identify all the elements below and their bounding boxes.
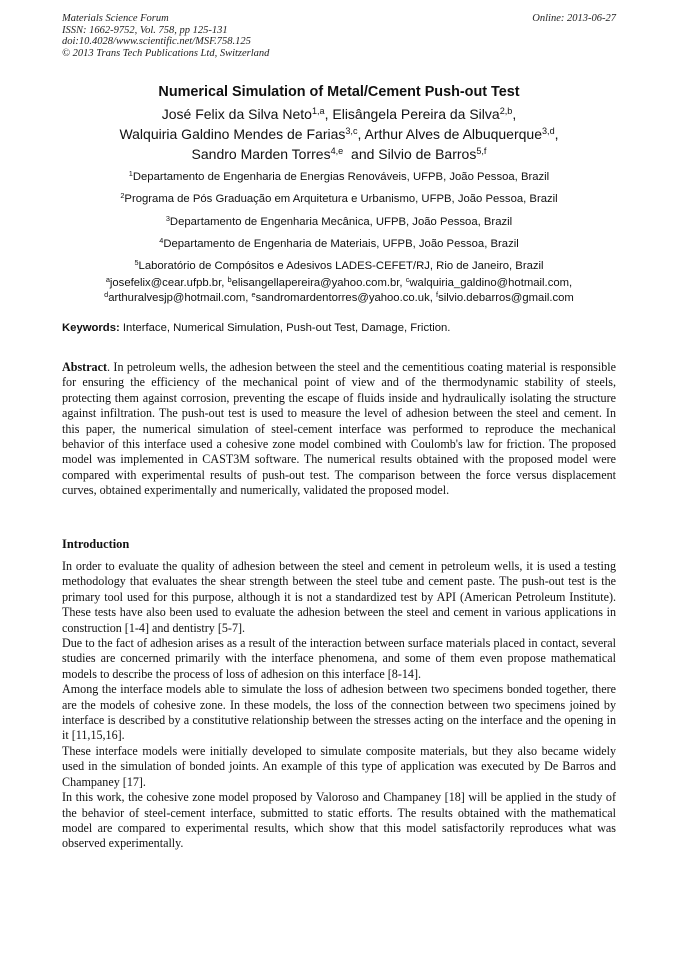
- abstract: [62, 360, 616, 499]
- author-and: and: [351, 146, 375, 162]
- email-link[interactable]: sandromardentorres@yahoo.co.uk: [255, 291, 430, 304]
- author-separator: ,: [512, 106, 517, 122]
- affiliation-num: 1: [128, 168, 133, 178]
- affiliation: [0, 211, 678, 233]
- author-sup: 3,d: [542, 126, 555, 136]
- affiliation-text: Programa de Pós Graduação em Arquitetura e Urbanismo, UFPB, João Pessoa, Brazil: [124, 193, 558, 206]
- journal-name: Materials Science Forum: [62, 13, 169, 24]
- paper-title: Numerical Simulation of Metal/Cement Push-out Test: [158, 84, 520, 100]
- affiliation: [0, 188, 678, 210]
- email-line: $^a$josefelix@cear.ufpb.br, $^b$elisangellapereira@yahoo.com.br, $^c$walquiria_galdino@hotmail.com,: [105, 274, 573, 289]
- section-heading-introduction: Introduction: [62, 537, 130, 551]
- email-sup: e: [251, 289, 256, 299]
- journal-doi[interactable]: doi:10.4028/www.scientific.net/MSF.758.125: [62, 36, 251, 48]
- paragraph: In order to evaluate the quality of adhesion between the steel and cement in petroleum wells, it is used a testing methodology that evaluates the shear strength between the steel tube and cement paste. The push-out test is the primary tool used for this purpose, although it is not a standardized test by API (American Petroleum Institute). These tests have also been used to evaluate the adhesion between the steel and cement in various applications in construction [1-4] and dentistry [5-7].: [62, 559, 616, 635]
- author-name: Elisângela Pereira da Silva: [332, 106, 500, 122]
- author-list: [0, 104, 678, 164]
- author-separator: ,: [357, 126, 365, 142]
- author-name: José Felix da Silva Neto: [161, 106, 312, 122]
- journal-copyright: © 2013 Trans Tech Publications Ltd, Switzerland: [62, 47, 270, 59]
- author-name: Arthur Alves de Albuquerque: [364, 126, 542, 142]
- introduction-body: [62, 559, 616, 852]
- affiliation-text: Laboratório de Compósitos e Adesivos LADES-CEFET/RJ, Rio de Janeiro, Brazil: [138, 260, 544, 273]
- affiliation-text: Departamento de Engenharia Mecânica, UFPB, João Pessoa, Brazil: [169, 215, 513, 228]
- email-link[interactable]: walquiria_galdino@hotmail.com: [409, 277, 570, 289]
- abstract-label: Abstract: [62, 360, 108, 374]
- email-link[interactable]: elisangellapereira@yahoo.com.br: [231, 277, 400, 289]
- email-sup: c: [405, 274, 410, 284]
- affiliation-num: 2: [120, 191, 125, 201]
- author-sup: 1,a: [311, 106, 325, 116]
- author-separator: ,: [324, 106, 333, 122]
- author-name: Silvio de Barros: [378, 146, 477, 162]
- author-line: [0, 104, 678, 124]
- keywords-text: Interface, Numerical Simulation, Push-out Test, Damage, Friction.: [122, 322, 451, 334]
- affiliation-text: Departamento de Engenharia de Energias Renováveis, UFPB, João Pessoa, Brazil: [132, 171, 550, 183]
- author-sup: 5,f: [476, 146, 487, 156]
- author-line: [0, 124, 678, 144]
- affiliation: [0, 166, 678, 188]
- email-sup: d: [104, 289, 109, 299]
- paragraph: Due to the fact of adhesion arises as a result of the interaction between surface materials placed in contact, several studies are concerned primarily with the interface phenomena, and some of them even propose mathematical models to describe the process of loss of adhesion on this interface [8-14].: [62, 636, 616, 681]
- affiliation: [0, 255, 678, 277]
- email-link[interactable]: silvio.debarros@gmail.com: [438, 291, 574, 304]
- author-name: Walquiria Galdino Mendes de Farias: [119, 126, 346, 142]
- email-sup: a: [105, 274, 110, 284]
- author-sup: 4,e: [330, 146, 344, 156]
- email-line: $^d$arthuralvesjp@hotmail.com, $^e$sandromardentorres@yahoo.co.uk, $^f$silvio.debarros@gmail.com: [104, 289, 574, 304]
- paragraph: These interface models were initially developed to simulate composite materials, but they also became widely used in the simulation of bonded joints. An example of this type of application was executed by De Barros and Champaney [17].: [62, 743, 616, 789]
- online-date: Online: 2013-06-27: [532, 13, 616, 24]
- affiliation-num: 5: [134, 258, 139, 268]
- email-sup: b: [227, 274, 232, 284]
- email-list: [0, 276, 678, 306]
- author-sup: 2,b: [499, 106, 513, 116]
- affiliation: [0, 233, 678, 255]
- email-link[interactable]: josefelix@cear.ufpb.br: [109, 277, 222, 289]
- journal-issn: ISSN: 1662-9752, Vol. 758, pp 125-131: [62, 24, 228, 36]
- author-separator: ,: [554, 126, 559, 142]
- journal-header: [62, 13, 269, 59]
- affiliation-num: 4: [159, 235, 164, 245]
- email-link[interactable]: arthuralvesjp@hotmail.com: [108, 291, 246, 304]
- abstract-text: . In petroleum wells, the adhesion between the steel and the cementitious coating material is responsible for ensuring the efficiency of the mechanical point of view and of the thermodynamic stability of steels, protecting them against corrosion, preventing the escape of fluids inside and hydraulically isolating the structure against infiltration. The push-out test is used to measure the level of adhesion between the steel and cement. In this paper, the numerical simulation of steel-cement interface was performed to reproduce the mechanical behavior of this interface used a cohesive zone model combined with Coulomb's law for friction. The proposed model was implemented in CAST3M software. The numerical results obtained with the proposed model were compared with experimental results of push-out test. The comparison between the force versus displacement curves, obtained experimentally and numerically, validated the proposed model.: [62, 360, 616, 498]
- affiliation-num: 3: [165, 213, 170, 223]
- keywords: [62, 322, 450, 334]
- author-name: Sandro Marden Torres: [191, 146, 331, 162]
- paragraph: Among the interface models able to simulate the loss of adhesion between two specimens bonded together, there are the models of cohesive zone. In these models, the loss of the connection between two specimens joined by interface is described by a constitutive relationship between the stresses acting on the interface and the opening in it [11,15,16].: [62, 682, 616, 743]
- author-sup: 3,c: [345, 126, 358, 136]
- paragraph: In this work, the cohesive zone model proposed by Valoroso and Champaney [18] will be applied in the study of the behavior of steel-cement interface, submitted to static efforts. The results obtained with the mathematical model are compared to experimental results, which show that this model satisfactorily reproduces what was observed experimentally.: [62, 790, 616, 851]
- email-sup: f: [436, 289, 439, 299]
- affiliation-list: [0, 166, 678, 277]
- author-line: [0, 144, 678, 164]
- affiliation-text: Departamento de Engenharia de Materiais, UFPB, João Pessoa, Brazil: [163, 237, 519, 250]
- keywords-label: Keywords:: [62, 322, 120, 334]
